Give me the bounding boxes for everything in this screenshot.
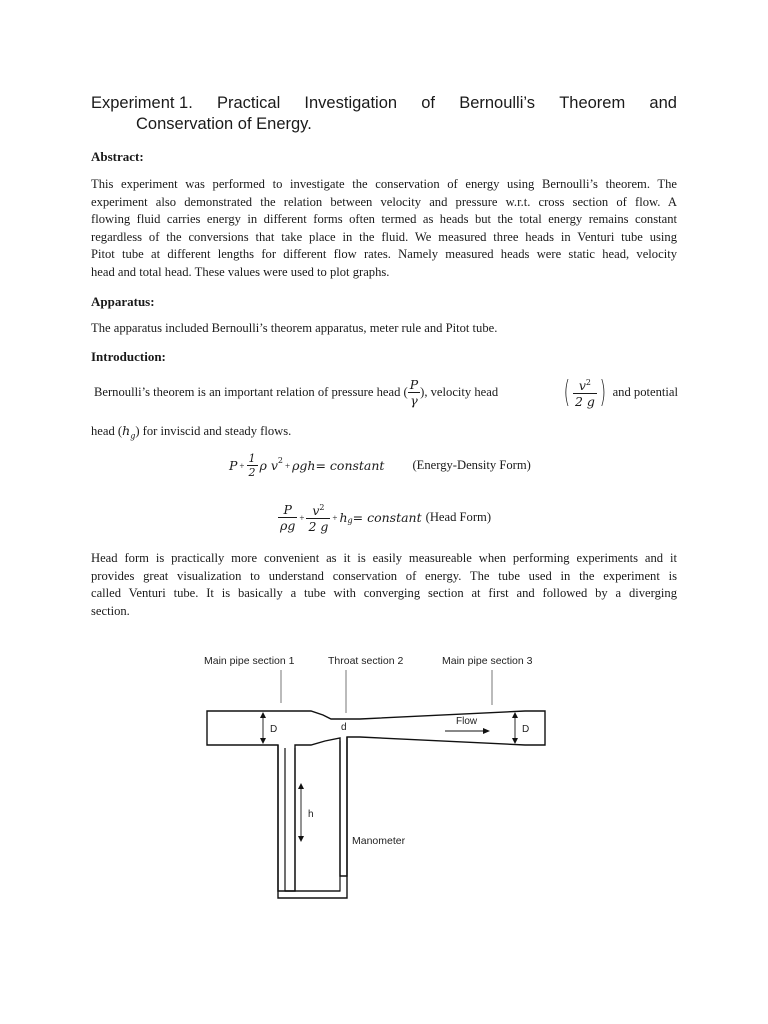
title-number: Experiment 1.	[91, 94, 193, 112]
right-paren: )	[599, 375, 606, 410]
intro-body-paragraph	[91, 550, 677, 620]
label-h: h	[308, 809, 314, 820]
intro-text: Bernoulli’s theorem is an important relation of pressure head ( $\frac{P}{\gamma}$ ), velocity head	[94, 376, 499, 408]
label-manometer: Manometer	[352, 835, 406, 847]
pressure-head-fraction: $\frac{P}{\gamma}$	[409, 376, 419, 408]
abstract-line: flowing fluid carries energy in different forms often termed as heads but the total energy remains constant	[91, 212, 677, 227]
intro-body-line: provides great visualization to understand conservation of energy. The tube used in the experiment is	[91, 568, 677, 583]
velocity-head-fraction: $\frac{v^2}{2 g}$	[574, 377, 595, 410]
apparatus-text: The apparatus included Bernoulli’s theorem apparatus, meter rule and Pitot tube.	[91, 321, 498, 335]
abstract-line: head and total head. These values were used to plot graphs.	[91, 264, 390, 279]
abstract-line: experiment also demonstrated the relation between velocity and pressure w.r.t. cross section of flow. A	[91, 194, 677, 209]
equation-energy-density: P + $\frac{1}{2}$ ρ v $^2$ + ρgh = constant (Energy-Density Form)	[229, 452, 531, 479]
p-over-rho-g: $\frac{P}{\rho g}$	[280, 501, 296, 533]
label-main-pipe-section-1: Main pipe section 1	[204, 655, 295, 667]
apparatus-heading: Apparatus:	[91, 294, 155, 309]
label-flow: Flow	[456, 716, 478, 727]
title-word: of	[421, 94, 436, 112]
title-word: Investigation	[304, 94, 398, 112]
eq2-label: (Head Form)	[425, 510, 492, 525]
title-word: and	[649, 94, 677, 112]
apparatus-paragraph	[91, 320, 677, 338]
label-main-pipe-section-3: Main pipe section 3	[442, 655, 533, 667]
title-word: Bernoulli’s	[459, 94, 536, 112]
v2-over-2g: $\frac{v^2}{2 g}$	[308, 503, 329, 535]
abstract-paragraph	[91, 176, 677, 282]
label-D-left: D	[270, 724, 278, 735]
experiment-title	[91, 93, 677, 135]
intro-body-line: called Venturi tube. It is basically a tube with converging section at first and followed by a diverging	[91, 586, 677, 601]
introduction-heading: Introduction:	[91, 349, 166, 364]
intro-sentence-line-1	[94, 375, 678, 410]
half-fraction: $\frac{1}{2}$	[248, 452, 256, 479]
abstract-line: This experiment was performed to investigate the conservation of energy using Bernoulli’s theorem. The	[91, 177, 677, 191]
left-paren: (	[563, 375, 571, 410]
label-throat-section-2: Throat section 2	[328, 655, 404, 667]
venturi-tube-diagram	[175, 640, 595, 930]
equation-head-form: $\frac{P}{\rho g}$ + $\frac{v^2}{2 g}$ + h $_g$ = constant (Head Form)	[280, 501, 492, 535]
eq1-label: (Energy-Density Form)	[412, 458, 531, 472]
label-d: d	[341, 722, 347, 733]
velocity-head-group: ( $\frac{v^2}{2 g}$ ) and potential	[563, 375, 678, 410]
title-line-1	[91, 93, 677, 114]
intro-sentence-line-2: head $(h_g)$ for inviscid and steady flows.	[91, 423, 292, 441]
title-line-2: Conservation of Energy.	[136, 115, 312, 133]
title-word: Practical	[216, 94, 281, 112]
intro-body-line: section.	[91, 603, 130, 618]
intro-body-line: Head form is practically more convenient as it is easily measureable when performing experiments and it	[91, 551, 677, 565]
title-word: Theorem	[559, 94, 626, 112]
abstract-line: regardless of the conversions that take place in the fluid. We measured three heads in Venturi tube using	[91, 229, 677, 244]
label-D-right: D	[522, 724, 530, 735]
abstract-line: Pitot tube at different lengths for different flow rates. Namely measured heads were static head, velocity	[91, 247, 677, 262]
abstract-heading: Abstract:	[91, 149, 144, 164]
